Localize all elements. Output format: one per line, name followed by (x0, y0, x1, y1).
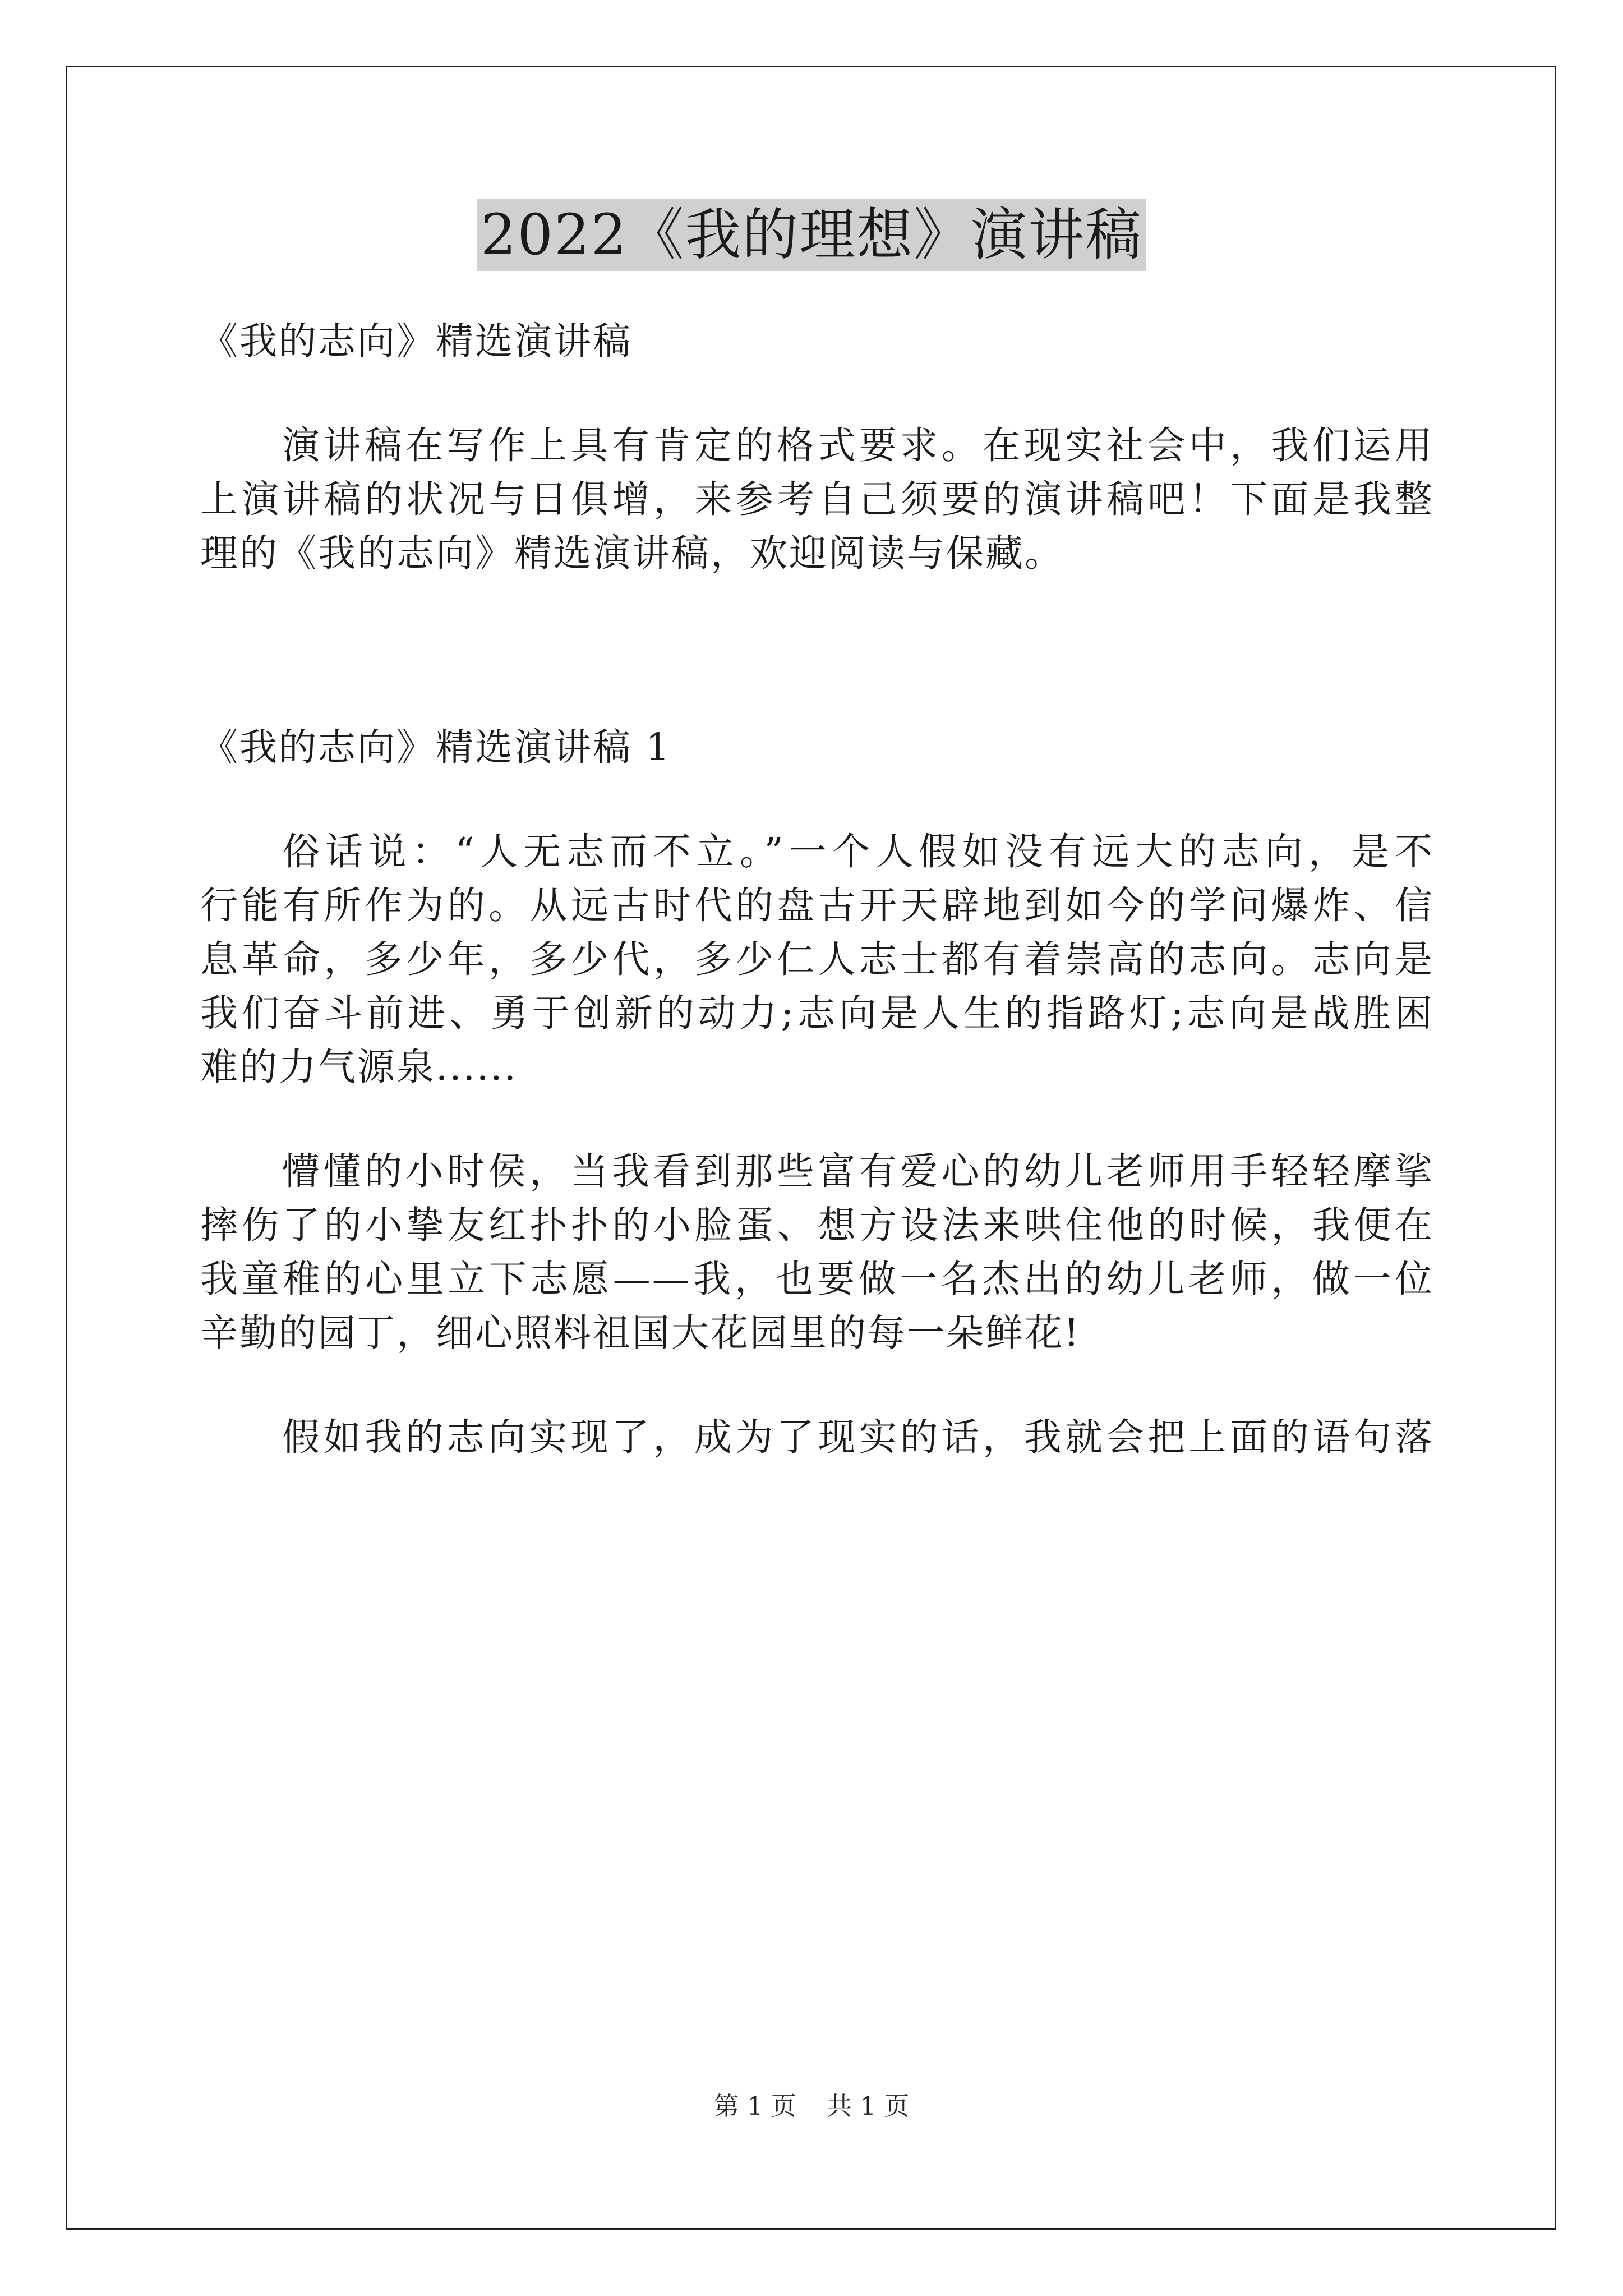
paragraph-line: 上演讲稿的状况与日俱增，来参考自己须要的演讲稿吧！下面是我整 (200, 477, 1434, 521)
paragraph-line: 难的力气源泉...... (200, 1045, 518, 1089)
paragraph-2 (200, 1144, 1434, 1360)
paragraph-3 (200, 1410, 1434, 1464)
intro-heading: 《我的志向》精选演讲稿 (200, 319, 632, 363)
paragraph-line: 理的《我的志向》精选演讲稿，欢迎阅读与保藏。 (200, 531, 1064, 575)
paragraph-line: 我们奋斗前进、勇于创新的动力;志向是人生的指路灯;志向是战胜困 (200, 991, 1434, 1035)
paragraph-line: 息革命，多少年，多少代，多少仁人志士都有着崇高的志向。志向是 (200, 937, 1434, 981)
paragraph-line: 假如我的志向实现了，成为了现实的话，我就会把上面的语句落 (282, 1415, 1434, 1459)
paragraph-line: 辛勤的园丁，细心照料祖国大花园里的每一朵鲜花! (200, 1311, 1081, 1355)
document-title: 2022《我的理想》演讲稿 (477, 199, 1146, 271)
section-heading: 《我的志向》精选演讲稿 1 (200, 725, 671, 769)
paragraph-line: 演讲稿在写作上具有肯定的格式要求。在现实社会中，我们运用 (282, 424, 1434, 467)
paragraph-line: 行能有所作为的。从远古时代的盘古开天辟地到如今的学问爆炸、信 (200, 884, 1434, 927)
paragraph-line: 我童稚的心里立下志愿——我，也要做一名杰出的幼儿老师，做一位 (200, 1257, 1434, 1301)
title-container (0, 199, 1623, 271)
document-body (200, 314, 1434, 1464)
paragraph-line: 摔伤了的小挚友红扑扑的小脸蛋、想方设法来哄住他的时候，我便在 (200, 1203, 1434, 1247)
paragraph-line: 俗话说：“人无志而不立。”一个人假如没有远大的志向，是不 (282, 830, 1434, 873)
intro-paragraph (200, 418, 1434, 580)
paragraph-1 (200, 825, 1434, 1094)
page-total: 共 1 页 (827, 2091, 910, 2121)
page-number: 第 1 页 (713, 2091, 796, 2121)
page-footer (0, 2090, 1623, 2123)
paragraph-line: 懵懂的小时侯，当我看到那些富有爱心的幼儿老师用手轻轻摩挲 (282, 1149, 1434, 1193)
